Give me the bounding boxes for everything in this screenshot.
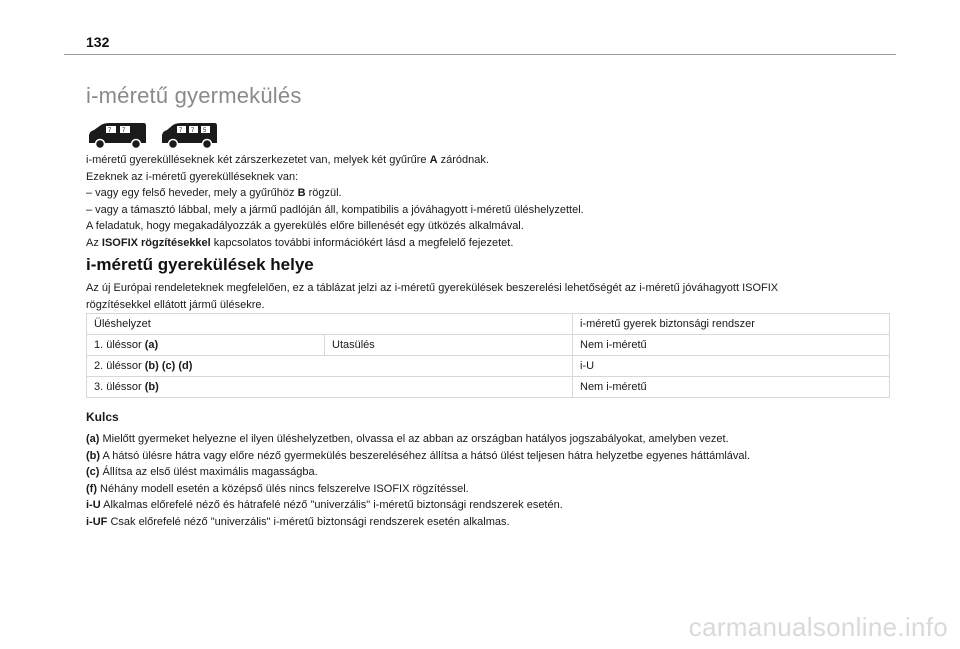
seat-label: 7 (179, 128, 183, 134)
table-header-cell: i-méretű gyerek biztonsági rendszer (573, 314, 890, 335)
seat-label: 7 (108, 128, 112, 134)
subsection-intro-line: Az új Európai rendeleteknek megfelelően, ez a táblázat jelzi az i-méretű gyerekülések beszerelési lehetőségét az i-méretű jóváhagyott ISOFIX (86, 282, 779, 294)
table-cell-system: Nem i-méretű (573, 335, 890, 356)
intro-line: i-méretű gyerekülléseknek két zárszerkezetet van, melyek két gyűrűre A záródnak. (86, 154, 489, 166)
seat-label: 7 (191, 128, 195, 134)
watermark: carmanualsonline.info (688, 612, 948, 642)
note-line: (b) A hátsó ülésre hátra vagy előre néző gyermekülés beszereléséhez állítsa a hátsó ülést teljesen hátra helyzetbe egyenes háttámlával. (86, 449, 751, 462)
van-short-icon (86, 120, 148, 150)
section-title: i-méretű gyermekülés (86, 83, 302, 108)
header-divider (64, 54, 896, 55)
table-cell-seat: 2. üléssor (b) (c) (d) (87, 356, 573, 377)
subsection-title: i-méretű gyerekülések helye (86, 255, 314, 274)
van-long-icon (160, 120, 218, 150)
page-number: 132 (86, 34, 110, 50)
table-cell-system: Nem i-méretű (573, 377, 890, 398)
vehicle-icons (86, 116, 218, 150)
seat-label: 7 (122, 128, 126, 134)
table-header-row (87, 314, 890, 335)
key-title: Kulcs (86, 410, 119, 424)
intro-line: Ezeknek az i-méretű gyerekülléseknek van: (86, 170, 299, 183)
note-line: (a) Mielőtt gyermeket helyezne el ilyen üléshelyzetben, olvassa el az abban az országban hatályos jogszabályokat, amelyben vezet. (86, 433, 729, 445)
subsection-intro (86, 280, 886, 313)
note-line: (c) Állítsa az első ülést maximális magasságba. (86, 466, 318, 478)
note-line: i-U Alkalmas előrefelé néző és hátrafelé néző "univerzális" i-méretű biztonsági rendszerek esetén. (86, 499, 563, 511)
subsection-intro-line: rögzítésekkel ellátott jármű ülésekre. (86, 298, 265, 311)
table-row (87, 335, 890, 356)
key-notes (86, 431, 896, 530)
table-cell-system: i-U (573, 356, 890, 377)
intro-line: – vagy a támasztó lábbal, mely a jármű padlóján áll, kompatibilis a jóváhagyott i-méretű üléshelyzettel. (86, 203, 584, 216)
seat-table (86, 313, 890, 398)
table-cell-position: Utasülés (325, 335, 573, 356)
table-header-cell: Üléshelyzet (87, 314, 573, 335)
table-row (87, 377, 890, 398)
table-cell-seat: 1. üléssor (a) (87, 335, 325, 356)
intro-line: – vagy egy felső heveder, mely a gyűrűhöz B rögzül. (86, 187, 342, 199)
note-line: (f) Néhány modell esetén a középső ülés nincs felszerelve ISOFIX rögzítéssel. (86, 482, 469, 495)
intro-line: A feladatuk, hogy megakadályozzák a gyerekülés előre billenését egy ütközés alkalmával. (86, 220, 524, 232)
table-cell-seat: 3. üléssor (b) (87, 377, 573, 398)
table-row (87, 356, 890, 377)
intro-line: Az ISOFIX rögzítésekkel kapcsolatos további információkért lásd a megfelelő fejezetet. (86, 236, 514, 249)
seat-label: 5 (203, 128, 207, 134)
note-line: i-UF Csak előrefelé néző "univerzális" i-méretű biztonsági rendszerek esetén alkalmas. (86, 515, 510, 528)
intro-text (86, 152, 896, 251)
